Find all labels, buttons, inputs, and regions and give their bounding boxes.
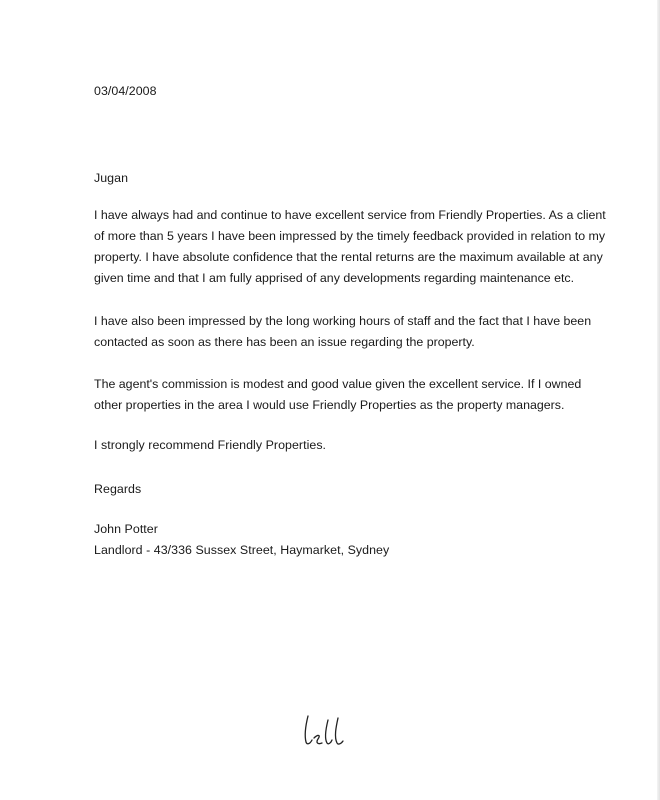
- paragraph-line: The agent's commission is modest and good value given the excellent service. If I owned: [94, 377, 582, 391]
- signer-name: John Potter: [94, 522, 158, 536]
- signer-address: Landlord - 43/336 Sussex Street, Haymarket, Sydney: [94, 543, 390, 557]
- paragraph-line: other properties in the area I would use Friendly Properties as the property managers.: [94, 398, 565, 412]
- paragraph-service: [94, 205, 606, 289]
- letter-date: 03/04/2008: [94, 84, 157, 98]
- paragraph-line: given time and that I am fully apprised of any developments regarding maintenance etc.: [94, 271, 575, 285]
- salutation: Jugan: [94, 171, 129, 185]
- closing: Regards: [94, 482, 142, 496]
- paragraph-line: contacted as soon as there has been an issue regarding the property.: [94, 335, 475, 349]
- paragraph-line: property. I have absolute confidence that the rental returns are the maximum available at any: [94, 250, 603, 264]
- paragraph-line: I have always had and continue to have excellent service from Friendly Properties. As a client: [94, 208, 606, 222]
- paragraph-line: I have also been impressed by the long working hours of staff and the fact that I have been: [94, 314, 592, 328]
- paragraph-line: of more than 5 years I have been impressed by the timely feedback provided in relation to my: [94, 229, 606, 243]
- recommendation: I strongly recommend Friendly Properties.: [94, 438, 327, 452]
- paragraph-commission: [94, 374, 584, 416]
- paragraph-staff: [94, 311, 592, 353]
- handwritten-signature: [300, 712, 360, 748]
